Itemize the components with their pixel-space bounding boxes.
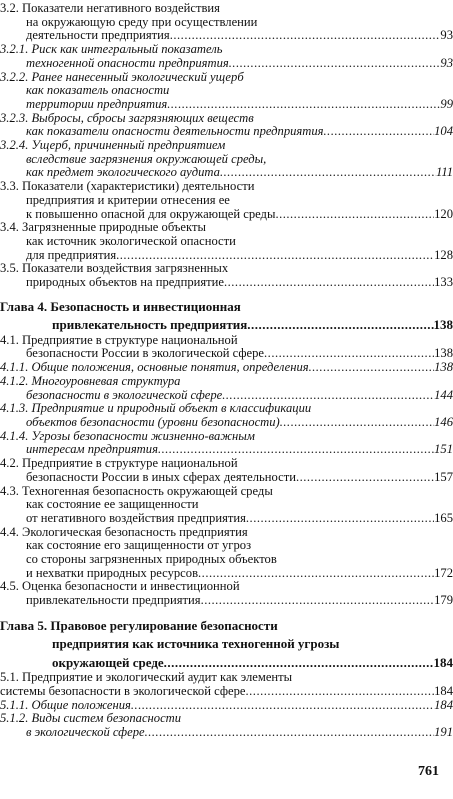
toc-entry <box>0 71 453 112</box>
toc-entry-text: 4.4. Экологическая безопасность предприятия <box>0 524 248 539</box>
toc-page-number: 93 <box>440 28 453 43</box>
toc-entry-text: 5.1.2. Виды систем безопасности <box>0 711 182 726</box>
toc-entry <box>0 580 453 607</box>
toc-entry-line <box>0 347 453 361</box>
toc-entry-line <box>0 539 453 553</box>
toc-entry-text: на окружающую среду при осуществлении <box>26 14 258 29</box>
toc-entry-line <box>0 262 453 276</box>
toc-entry-text: как показатель опасности <box>26 83 170 98</box>
toc-entry-line <box>0 71 453 85</box>
dot-leader <box>167 98 440 112</box>
toc-entry-text: 4.1.4. Угрозы безопасности жизненно-важным <box>0 428 255 443</box>
toc-entry-line <box>0 299 453 316</box>
toc-entry-line <box>0 153 453 167</box>
toc-entry-text: Глава 5. Правовое регулирование безопасности <box>0 617 278 633</box>
toc-entry-text: 4.2. Предприятие в структуре национальной <box>0 456 238 471</box>
toc-entry-text: привлекательности предприятия <box>26 593 201 608</box>
toc-entry-line <box>0 594 453 608</box>
toc-entry-text: безопасности в экологической сфере <box>26 387 223 402</box>
toc-entry-text: объектов безопасности (уровни безопасности) <box>26 414 280 429</box>
toc-entry-line <box>0 98 453 112</box>
toc-entry-text: для предприятия <box>26 247 117 262</box>
toc-page-number: 144 <box>434 387 453 402</box>
toc-entry <box>0 457 453 484</box>
toc-entry-text: 3.2.3. Выбросы, сбросы загрязняющих веществ <box>0 110 254 125</box>
toc-entry <box>0 699 453 713</box>
toc-entry-line <box>0 2 453 16</box>
toc-entry-line <box>0 125 453 139</box>
toc-entry-text: к повышенно опасной для окружающей среды <box>26 206 276 221</box>
toc-entry <box>0 671 453 698</box>
toc-entry-text: как источник экологической опасности <box>26 233 236 248</box>
toc-entry-line <box>0 618 453 635</box>
dot-leader <box>324 125 435 139</box>
toc-entry-line <box>0 375 453 389</box>
toc-entry-text: окружающей среде <box>52 654 164 670</box>
toc-entry-line <box>0 526 453 540</box>
dot-leader <box>246 512 434 526</box>
toc-entry-line <box>0 249 453 263</box>
toc-entry-line <box>0 471 453 485</box>
toc-page-number: 184 <box>434 684 453 699</box>
toc-entry-text: 4.1.2. Многоуровневая структура <box>0 373 181 388</box>
toc-entry <box>0 361 453 375</box>
dot-leader <box>280 416 434 430</box>
toc-entry-text: вследствие загрязнения окружающей среды, <box>26 151 267 166</box>
toc-page-number: 99 <box>440 96 453 111</box>
dot-leader <box>309 361 435 375</box>
toc-entry-text: 3.3. Показатели (характеристики) деятельности <box>0 179 255 194</box>
toc-entry-text: 4.1.1. Общие положения, основные понятия, определения <box>0 360 309 375</box>
toc-entry-line <box>0 389 453 403</box>
toc-page-number: 120 <box>434 206 453 221</box>
toc-entry <box>0 485 453 526</box>
toc-entry-line <box>0 430 453 444</box>
toc-entry-text: в экологической сфере <box>26 725 145 740</box>
toc-entry-text: как состояние ее защищенности <box>26 497 199 512</box>
toc-entry-text: безопасности России в иных сферах деятельности <box>26 469 296 484</box>
toc-entry-line <box>0 112 453 126</box>
toc-page-number: 157 <box>434 469 453 484</box>
dot-leader <box>220 166 436 180</box>
toc-entry-text: системы безопасности в экологической сфере <box>0 684 246 699</box>
toc-entry-text: 3.2.1. Риск как интегральный показатель <box>0 42 223 57</box>
toc-entry-text: 4.5. Оценка безопасности и инвестиционной <box>0 579 240 594</box>
toc-chapter-entry <box>0 299 453 334</box>
toc-entry-text: предприятия и критерии отнесения ее <box>26 192 230 207</box>
toc-page-number: 138 <box>434 360 453 375</box>
toc-entry <box>0 221 453 262</box>
toc-entry-line <box>0 235 453 249</box>
toc-entry-line <box>0 655 453 672</box>
toc-entry-line <box>0 416 453 430</box>
toc-entry-line <box>0 221 453 235</box>
dot-leader <box>198 567 434 581</box>
toc-entry-line <box>0 567 453 581</box>
toc-entry-line <box>0 498 453 512</box>
toc-entry-line <box>0 685 453 699</box>
toc-page-number: 111 <box>435 165 453 180</box>
toc-entry-text: техногенной опасности предприятия <box>26 55 229 70</box>
toc-entry <box>0 262 453 289</box>
toc-page-number: 184 <box>433 654 453 670</box>
toc-entry-text: 4.1. Предприятие в структуре национальной <box>0 332 238 347</box>
toc-entry-line <box>0 553 453 567</box>
toc-page-number: 146 <box>434 414 453 429</box>
toc-entry-text: интересам предприятия <box>26 442 158 457</box>
dot-leader <box>116 249 434 263</box>
toc-entry-text: территории предприятия <box>26 96 168 111</box>
toc-entry-line <box>0 457 453 471</box>
toc-entry-line <box>0 317 453 334</box>
toc-entry <box>0 2 453 43</box>
toc-entry-text: 3.2.4. Ущерб, причиненный предприятием <box>0 138 226 153</box>
toc-page-number: 138 <box>433 317 453 333</box>
toc-entry-line <box>0 334 453 348</box>
toc-entry-line <box>0 712 453 726</box>
page-number: 761 <box>418 764 439 779</box>
toc-entry-line <box>0 402 453 416</box>
toc-entry-line <box>0 636 453 653</box>
toc-page-number: 151 <box>434 442 453 457</box>
dot-leader <box>131 699 434 713</box>
dot-leader <box>246 685 435 699</box>
toc-entry-text: от негативного воздействия предприятия <box>26 510 246 525</box>
dot-leader <box>158 443 434 457</box>
toc-entry-text: 5.1.1. Общие положения <box>0 697 131 712</box>
toc-entry-line <box>0 726 453 740</box>
toc-entry-text: деятельности предприятия <box>26 28 170 43</box>
toc-entry-line <box>0 671 453 685</box>
dot-leader <box>296 471 434 485</box>
toc-entry-text: 4.1.3. Предприятие и природный объект в классификации <box>0 401 312 416</box>
toc-entry-text: 3.5. Показатели воздействия загрязненных <box>0 261 229 276</box>
toc-entry-text: безопасности России в экологической сфере <box>26 346 265 361</box>
dot-leader <box>164 655 434 672</box>
dot-leader <box>275 208 434 222</box>
toc-entry-line <box>0 580 453 594</box>
toc-page-number: 93 <box>440 55 453 70</box>
toc-entry-line <box>0 139 453 153</box>
toc-page-number: 138 <box>434 346 453 361</box>
toc-page-number: 184 <box>434 697 453 712</box>
toc-entry <box>0 526 453 581</box>
toc-entry-line <box>0 180 453 194</box>
toc-entry-line <box>0 29 453 43</box>
toc-entry-text: Глава 4. Безопасность и инвестиционная <box>0 298 241 314</box>
toc-entry <box>0 180 453 221</box>
toc-entry-text: 3.4. Загрязненные природные объекты <box>0 220 206 235</box>
dot-leader <box>222 389 434 403</box>
toc-entry <box>0 430 453 457</box>
dot-leader <box>264 347 434 361</box>
dot-leader <box>224 276 434 290</box>
toc-entry-text: привлекательность предприятия <box>52 317 248 333</box>
toc-entry-text: предприятия как источника техногенной угрозы <box>52 636 340 652</box>
toc-entry-text: природных объектов на предприятие <box>26 275 224 290</box>
toc-page-number: 179 <box>434 593 453 608</box>
toc-chapter-entry <box>0 618 453 672</box>
toc-entry-line <box>0 512 453 526</box>
toc-entry-line <box>0 485 453 499</box>
toc-entry-text: 3.2.2. Ранее нанесенный экологический ущерб <box>0 69 244 84</box>
dot-leader <box>145 726 435 740</box>
toc-entry-line <box>0 276 453 290</box>
dot-leader <box>247 317 433 334</box>
toc-entry-text: как предмет экологического аудита <box>26 165 220 180</box>
toc-page-number: 104 <box>434 124 453 139</box>
toc-entry-text: и нехватки природных ресурсов <box>26 565 199 580</box>
dot-leader <box>201 594 435 608</box>
toc-page-number: 133 <box>434 275 453 290</box>
toc-entry <box>0 112 453 139</box>
toc-entry <box>0 43 453 70</box>
toc-page-number: 191 <box>434 725 453 740</box>
toc-entry-text: 4.3. Техногенная безопасность окружающей среды <box>0 483 273 498</box>
toc-entry-line <box>0 194 453 208</box>
toc-entry-line <box>0 361 453 375</box>
toc-entry <box>0 402 453 429</box>
toc-entry-line <box>0 57 453 71</box>
dot-leader <box>229 57 441 71</box>
table-of-contents <box>0 2 453 740</box>
toc-page-number: 172 <box>434 565 453 580</box>
toc-entry <box>0 712 453 739</box>
toc-entry-text: 3.2. Показатели негативного воздействия <box>0 1 220 15</box>
toc-entry <box>0 334 453 361</box>
toc-entry-line <box>0 443 453 457</box>
toc-entry-line <box>0 208 453 222</box>
toc-entry-text: 5.1. Предприятие и экологический аудит как элементы <box>0 670 293 685</box>
toc-page-number: 165 <box>434 510 453 525</box>
toc-entry <box>0 375 453 402</box>
toc-entry-text: как показатели опасности деятельности предприятия <box>26 124 324 139</box>
toc-entry-line <box>0 84 453 98</box>
toc-entry-line <box>0 166 453 180</box>
toc-entry-line <box>0 16 453 30</box>
toc-entry <box>0 139 453 180</box>
toc-entry-text: как состояние его защищенности от угроз <box>26 538 252 553</box>
dot-leader <box>170 29 441 43</box>
toc-entry-line <box>0 43 453 57</box>
toc-entry-line <box>0 699 453 713</box>
toc-page-number: 128 <box>434 247 453 262</box>
toc-entry-text: со стороны загрязненных природных объектов <box>26 552 277 567</box>
